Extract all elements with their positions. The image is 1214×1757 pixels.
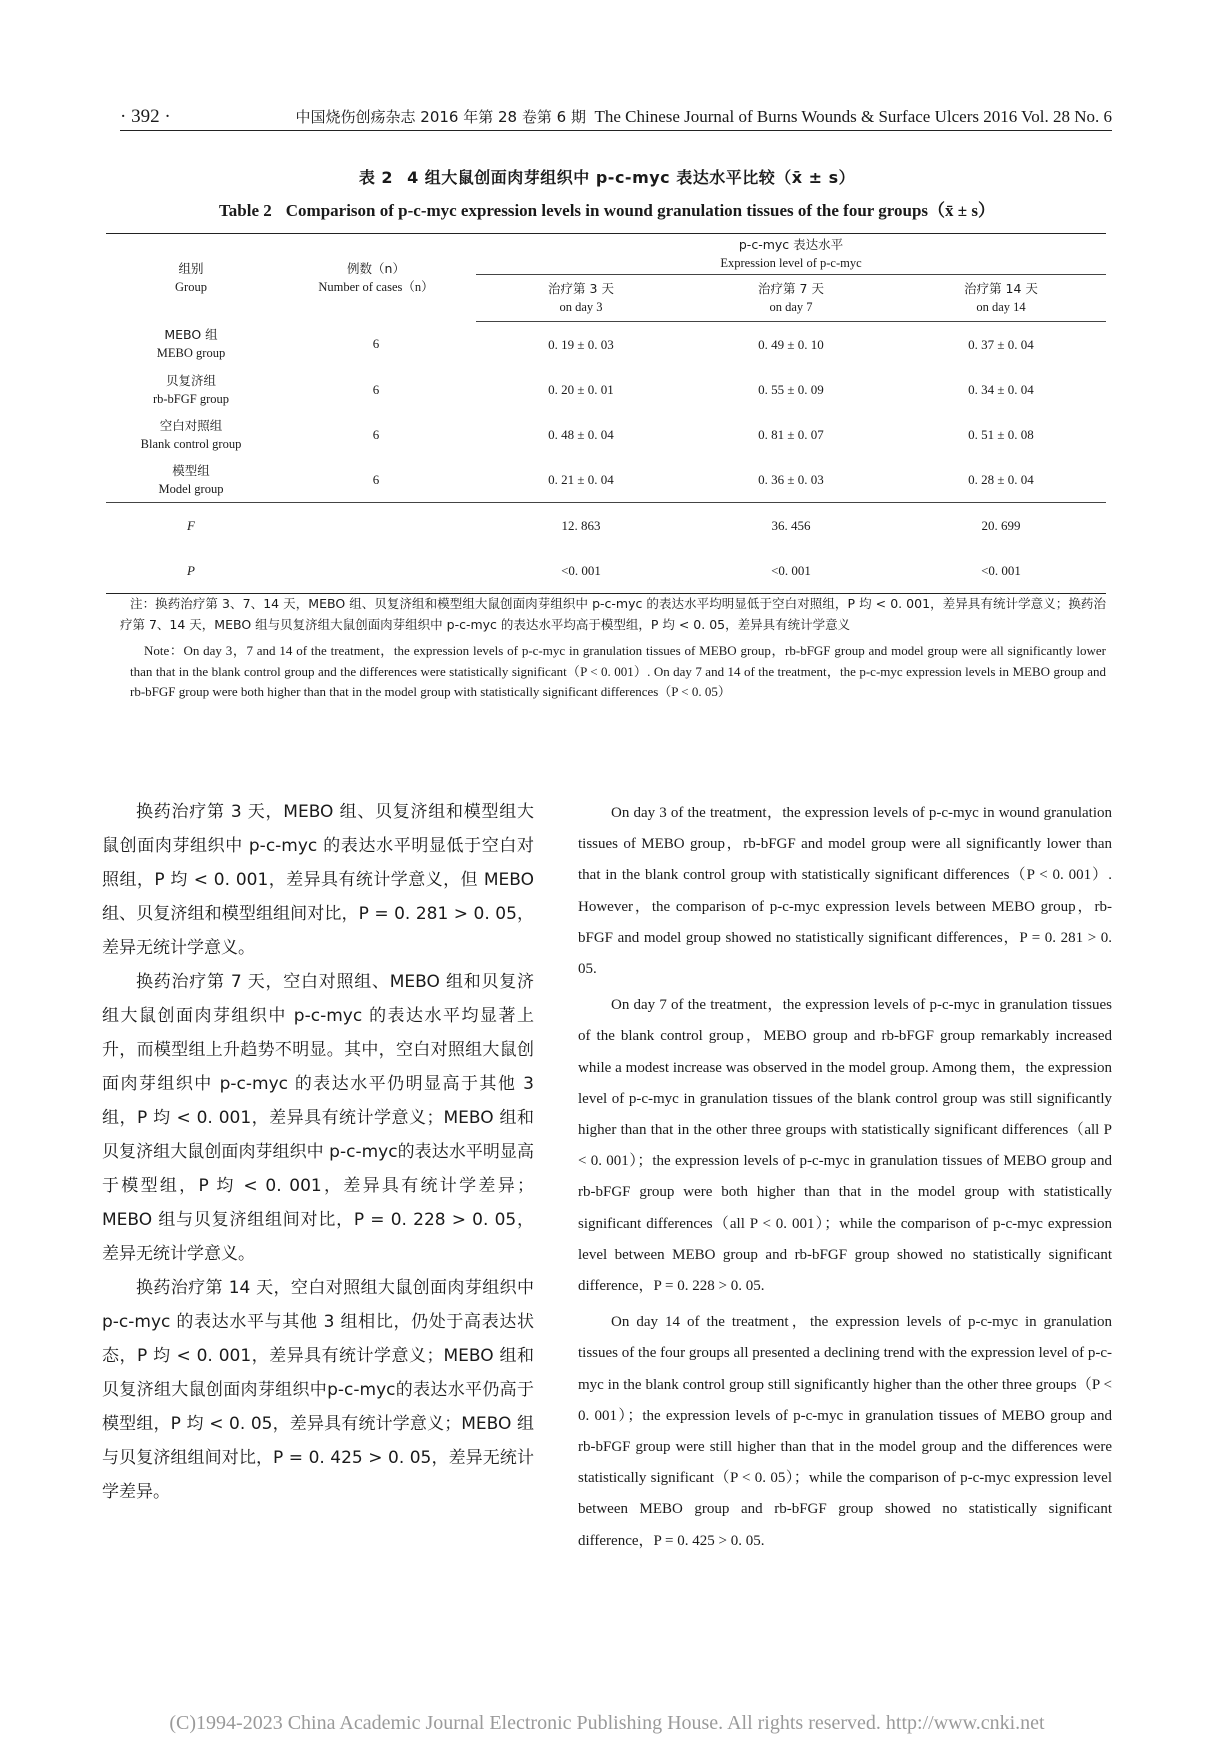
cell-n: 6 <box>372 471 380 487</box>
paragraph-en: On day 3 of the treatment，the expression levels of p-c-myc in wound granulation tissues of MEBO group，rb-bFGF and model group were all significantly lower than that in the blank control group with statistically significant differences（P < 0. 001）. However，the comparison of p-c-myc expression levels between MEBO group，rb-bFGF and model group showed no statistically significant differences，P = 0. 281 > 0. 05. <box>578 805 1112 978</box>
f-day3: 12. 863 <box>561 517 601 533</box>
cell-group <box>106 322 276 368</box>
cell-n: 6 <box>372 336 380 352</box>
header-group-en: Group <box>175 279 207 294</box>
group-name-cn: 模型组 <box>172 462 210 478</box>
header-group-cn: 组别 <box>178 260 204 276</box>
table-label-cn: 表 2 <box>358 168 394 187</box>
table-caption-en <box>0 196 1214 221</box>
running-header <box>120 104 1112 131</box>
page-number: · 392 · <box>120 106 171 127</box>
header-group <box>106 234 276 322</box>
journal-title-en: The Chinese Journal of Burns Wounds & Surface Ulcers 2016 Vol. 28 No. 6 <box>594 107 1112 126</box>
paragraph-cn: 换药治疗第 14 天，空白对照组大鼠创面肉芽组织中 p-c-myc 的表达水平与其他 3 组相比，仍处于高表达状态，P 均 < 0. 001，差异具有统计学意义；MEBO 组和贝复济组大鼠创面肉芽组织中p-c-myc的表达水平仍高于模型组，P 均 < 0. 05，差异具有统计学意义；MEBO 组与贝复济组组间对比，P = 0. 425 > 0. 05，差异无统计学差异。 <box>102 1278 534 1502</box>
p-symbol: P <box>187 562 195 578</box>
group-name-en: Model group <box>158 481 224 496</box>
cell-day7: 0. 55 ± 0. 09 <box>758 381 824 397</box>
table-caption-cn <box>0 165 1214 188</box>
cell-day7: 0. 49 ± 0. 10 <box>758 336 824 352</box>
header-cases-en: Number of cases（n） <box>318 279 434 294</box>
cell-day14: 0. 28 ± 0. 04 <box>968 471 1034 487</box>
cell-group <box>106 412 276 457</box>
table-title-en: Comparison of p-c-myc expression levels in wound granulation tissues of the four groups（x̄ ± s） <box>285 201 995 220</box>
table-row <box>106 412 1106 457</box>
cell-day14: 0. 51 ± 0. 08 <box>968 426 1034 442</box>
f-day14: 20. 699 <box>981 517 1021 533</box>
table-label-en: Table 2 <box>219 201 272 220</box>
group-name-cn: MEBO 组 <box>164 327 218 343</box>
header-expression-cn: p-c-myc 表达水平 <box>738 237 844 252</box>
header-day3 <box>476 275 686 322</box>
group-name-cn: 空白对照组 <box>159 417 223 433</box>
journal-title-cn: 中国烧伤创疡杂志 2016 年第 28 卷第 6 期 <box>295 108 586 126</box>
group-name-en: Blank control group <box>140 436 242 451</box>
cell-group <box>106 457 276 503</box>
header-cases-cn: 例数（n） <box>347 260 405 276</box>
paragraph-en: On day 7 of the treatment，the expression levels of p-c-myc in granulation tissues of the blank control group，MEBO group and rb-bFGF group remarkably increased while a modest increase was observed in the model group. Among them，the expression level of p-c-myc in granulation tissues of the blank control group was still significantly higher than that in the other three groups with statistically significant differences（all P < 0. 001）；the expression levels of p-c-myc in granulation tissues of MEBO group and rb-bFGF group were both higher than that in the model group with statistically significant differences（all P < 0. 001）；while the comparison of p-c-myc expression level between MEBO group and rb-bFGF group showed no statistically significant difference，P = 0. 228 > 0. 05. <box>578 997 1112 1295</box>
paragraph-cn: 换药治疗第 7 天，空白对照组、MEBO 组和贝复济组大鼠创面肉芽组织中 p-c-myc 的表达水平均显著上升，而模型组上升趋势不明显。其中，空白对照组大鼠创面肉芽组织中 p-c-myc 的表达水平仍明显高于其他 3 组，P 均 < 0. 001，差异具有统计学意义；MEBO 组和贝复济组大鼠创面肉芽组织中 p-c-myc的表达水平明显高于模型组，P 均 < 0. 001，差异具有统计学差异；MEBO 组与贝复济组组间对比，P = 0. 228 > 0. 05，差异无统计学意义。 <box>102 972 534 1264</box>
header-day14 <box>896 275 1106 322</box>
cell-day3: 0. 20 ± 0. 01 <box>548 381 614 397</box>
p-day3: <0. 001 <box>476 548 686 594</box>
p-row <box>106 548 1106 594</box>
cell-n: 6 <box>372 381 380 397</box>
f-day7: 36. 456 <box>771 517 811 533</box>
table-row <box>106 322 1106 368</box>
f-symbol: F <box>187 517 195 533</box>
table-notes <box>120 594 1106 703</box>
header-day3-cn: 治疗第 3 天 <box>548 281 614 296</box>
paragraph-en: On day 14 of the treatment，the expression levels of p-c-myc in granulation tissues of the four groups all presented a declining trend with the expression level of p-c-myc in the blank control group still significantly higher than the other three groups（P < 0. 001）；the expression levels of p-c-myc in granulation tissues of MEBO group and rb-bFGF group were still higher than that in the model group and the differences were statistically significant（P < 0. 05）；while the comparison of p-c-myc expression level between MEBO group and rb-bFGF group showed no statistically significant difference，P = 0. 425 > 0. 05. <box>578 1314 1112 1549</box>
header-expression-en: Expression level of p-c-myc <box>720 256 862 270</box>
group-name-en: rb-bFGF group <box>152 391 230 406</box>
p-label <box>106 548 276 594</box>
header-day3-en: on day 3 <box>559 300 603 314</box>
table-row <box>106 457 1106 503</box>
body-column-cn <box>102 795 534 1509</box>
paragraph-cn: 换药治疗第 3 天，MEBO 组、贝复济组和模型组大鼠创面肉芽组织中 p-c-myc 的表达水平明显低于空白对照组，P 均 < 0. 001，差异具有统计学意义，但 MEBO 组、贝复济组和模型组组间对比，P = 0. 281 > 0. 05，差异无统计学意义。 <box>102 802 534 958</box>
header-cases <box>276 234 476 322</box>
header-expression <box>476 234 1106 275</box>
table-row <box>106 367 1106 412</box>
cell-day14: 0. 37 ± 0. 04 <box>968 336 1034 352</box>
group-name-en: MEBO group <box>156 346 226 361</box>
header-day7-cn: 治疗第 7 天 <box>758 281 824 296</box>
cell-day7: 0. 36 ± 0. 03 <box>758 471 824 487</box>
p-day7: <0. 001 <box>686 548 896 594</box>
cell-n: 6 <box>372 426 380 442</box>
copyright-footer: (C)1994-2023 China Academic Journal Electronic Publishing House. All rights reserved. http://www.cnki.net <box>169 1712 1045 1734</box>
table-note-cn: 注：换药治疗第 3、7、14 天，MEBO 组、贝复济组和模型组大鼠创面肉芽组织中 p-c-myc 的表达水平均明显低于空白对照组，P 均 < 0. 001，差异具有统计学意义；换药治疗第 7、14 天，MEBO 组与贝复济组大鼠创面肉芽组织中 p-c-myc 的表达水平均高于模型组，P 均 < 0. 05，差异具有统计学意义 <box>120 596 1106 632</box>
header-day7 <box>686 275 896 322</box>
body-column-en <box>578 798 1112 1562</box>
cell-day7: 0. 81 ± 0. 07 <box>758 426 824 442</box>
table-note-en: Note：On day 3，7 and 14 of the treatment，the expression levels of p-c-myc in granulation tissues of MEBO group，rb-bFGF group and model group were all significantly lower than that in the blank control group and the differences were statistically significant（P < 0. 001）. On day 7 and 14 of the treatment，the p-c-myc expression levels in MEBO group and rb-bFGF group were both higher than that in the model group with statistically significant differences（P < 0. 05） <box>130 643 1106 699</box>
table-title-cn: 4 组大鼠创面肉芽组织中 p-c-myc 表达水平比较（x̄ ± s） <box>407 168 856 187</box>
cell-day3: 0. 19 ± 0. 03 <box>548 336 614 352</box>
group-name-cn: 贝复济组 <box>165 372 216 388</box>
f-row <box>106 503 1106 548</box>
header-day7-en: on day 7 <box>769 300 813 314</box>
header-day14-cn: 治疗第 14 天 <box>964 281 1038 296</box>
header-day14-en: on day 14 <box>976 300 1026 314</box>
p-day14: <0. 001 <box>896 548 1106 594</box>
f-label <box>106 503 276 548</box>
cell-day14: 0. 34 ± 0. 04 <box>968 381 1034 397</box>
cell-group <box>106 367 276 412</box>
data-table <box>106 233 1106 594</box>
cell-day3: 0. 21 ± 0. 04 <box>548 471 614 487</box>
journal-title <box>296 106 1112 127</box>
cell-day3: 0. 48 ± 0. 04 <box>548 426 614 442</box>
